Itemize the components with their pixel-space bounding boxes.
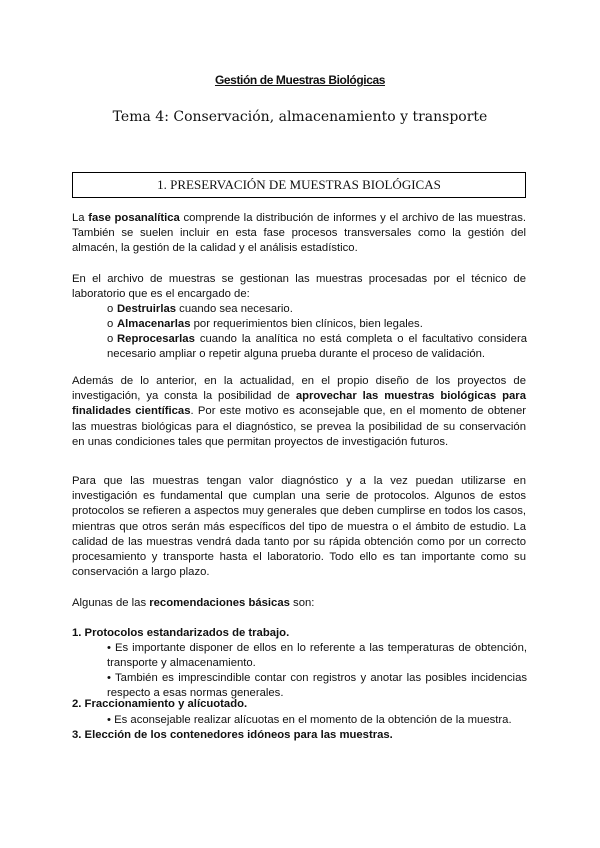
document-title: Gestión de Muestras Biológicas	[214, 73, 386, 87]
paragraph-text: Además de lo anterior, en la actualidad, en el propio diseño de los proyectos de investigación, ya consta la posibilidad de	[72, 375, 526, 403]
paragraph-posanalitica	[72, 211, 526, 257]
topic-title: Tema 4: Conservación, almacenamiento y transporte	[112, 109, 488, 125]
paragraph-text: La	[72, 212, 89, 224]
paragraph-text: comprende la distribución de informes y el archivo de las muestras. También se suelen incluir en esta fase procesos transversales como la gestión del almacén, la gestión de la calidad y el análisis estadístico.	[72, 212, 526, 255]
list-item-bold: Destruirlas	[117, 303, 177, 315]
list-item-text: cuando sea necesario.	[176, 303, 293, 315]
paragraph-protocolos: Para que las muestras tengan valor diagnóstico y a la vez puedan utilizarse en investigación es fundamental que cumplan una serie de protocolos. Algunos de estos protocolos se refieren a aspectos muy generales que deben cumplirse en todos los casos, mientras que otros serán más específicos del tipo de muestra o el ámbito de estudio. La calidad de las muestras vendrá dada tanto por su rápida obtención como por un correcto procesamiento y transporte hasta el laboratorio. Todo ello es tan importante como su conservación a largo plazo.	[72, 475, 526, 579]
paragraph-recomendaciones	[72, 596, 526, 611]
paragraph-bold: recomendaciones básicas	[149, 597, 290, 609]
recommendation-bullet: • También es imprescindible contar con registros y anotar las posibles incidencias respecto a esas normas generales.	[107, 672, 527, 700]
list-marker: o	[107, 318, 114, 330]
paragraph-text: . Por este motivo es aconsejable que, en el momento de obtener las muestras biológicas para el diagnóstico, se prevea la posibilidad de su conservación en unas condiciones tales que permitan proyectos de investigación futuros.	[72, 405, 527, 448]
paragraph-bold: fase posanalítica	[88, 212, 180, 224]
list-item-almacenarlas	[107, 317, 527, 332]
recommendation-heading-1: 1. Protocolos estandarizados de trabajo.	[72, 627, 290, 639]
section-heading: 1. PRESERVACIÓN DE MUESTRAS BIOLÓGICAS	[72, 172, 526, 198]
list-marker: o	[107, 333, 114, 345]
recommendation-heading-2: 2. Fraccionamiento y alícuotado.	[72, 698, 248, 710]
list-item-text: cuando la analítica no está completa o el facultativo considera necesario ampliar o repetir alguna prueba durante el proceso de validación.	[107, 333, 527, 361]
recommendation-bullet: • Es aconsejable realizar alícuotas en el momento de la obtención de la muestra.	[107, 714, 512, 726]
paragraph-text: Algunas de las	[72, 597, 150, 609]
paragraph-bold: aprovechar las muestras biológicas para finalidades científicas	[72, 390, 526, 418]
recommendation-heading-3: 3. Elección de los contenedores idóneos para las muestras.	[72, 729, 393, 741]
list-item-reprocesarlas	[107, 332, 527, 362]
list-item-bold: Reprocesarlas	[117, 333, 195, 345]
list-item-bold: Almacenarlas	[117, 318, 191, 330]
list-item-text: por requerimientos bien clínicos, bien legales.	[190, 318, 423, 330]
paragraph-archivo: En el archivo de muestras se gestionan las muestras procesadas por el técnico de laboratorio que es el encargado de:	[72, 273, 526, 301]
paragraph-text: son:	[289, 597, 315, 609]
list-marker: o	[107, 303, 114, 315]
paragraph-investigacion	[72, 374, 526, 450]
list-item-destruirlas	[107, 302, 527, 317]
recommendation-bullet: • Es importante disponer de ellos en lo referente a las temperaturas de obtención, transporte y almacenamiento.	[107, 642, 527, 670]
